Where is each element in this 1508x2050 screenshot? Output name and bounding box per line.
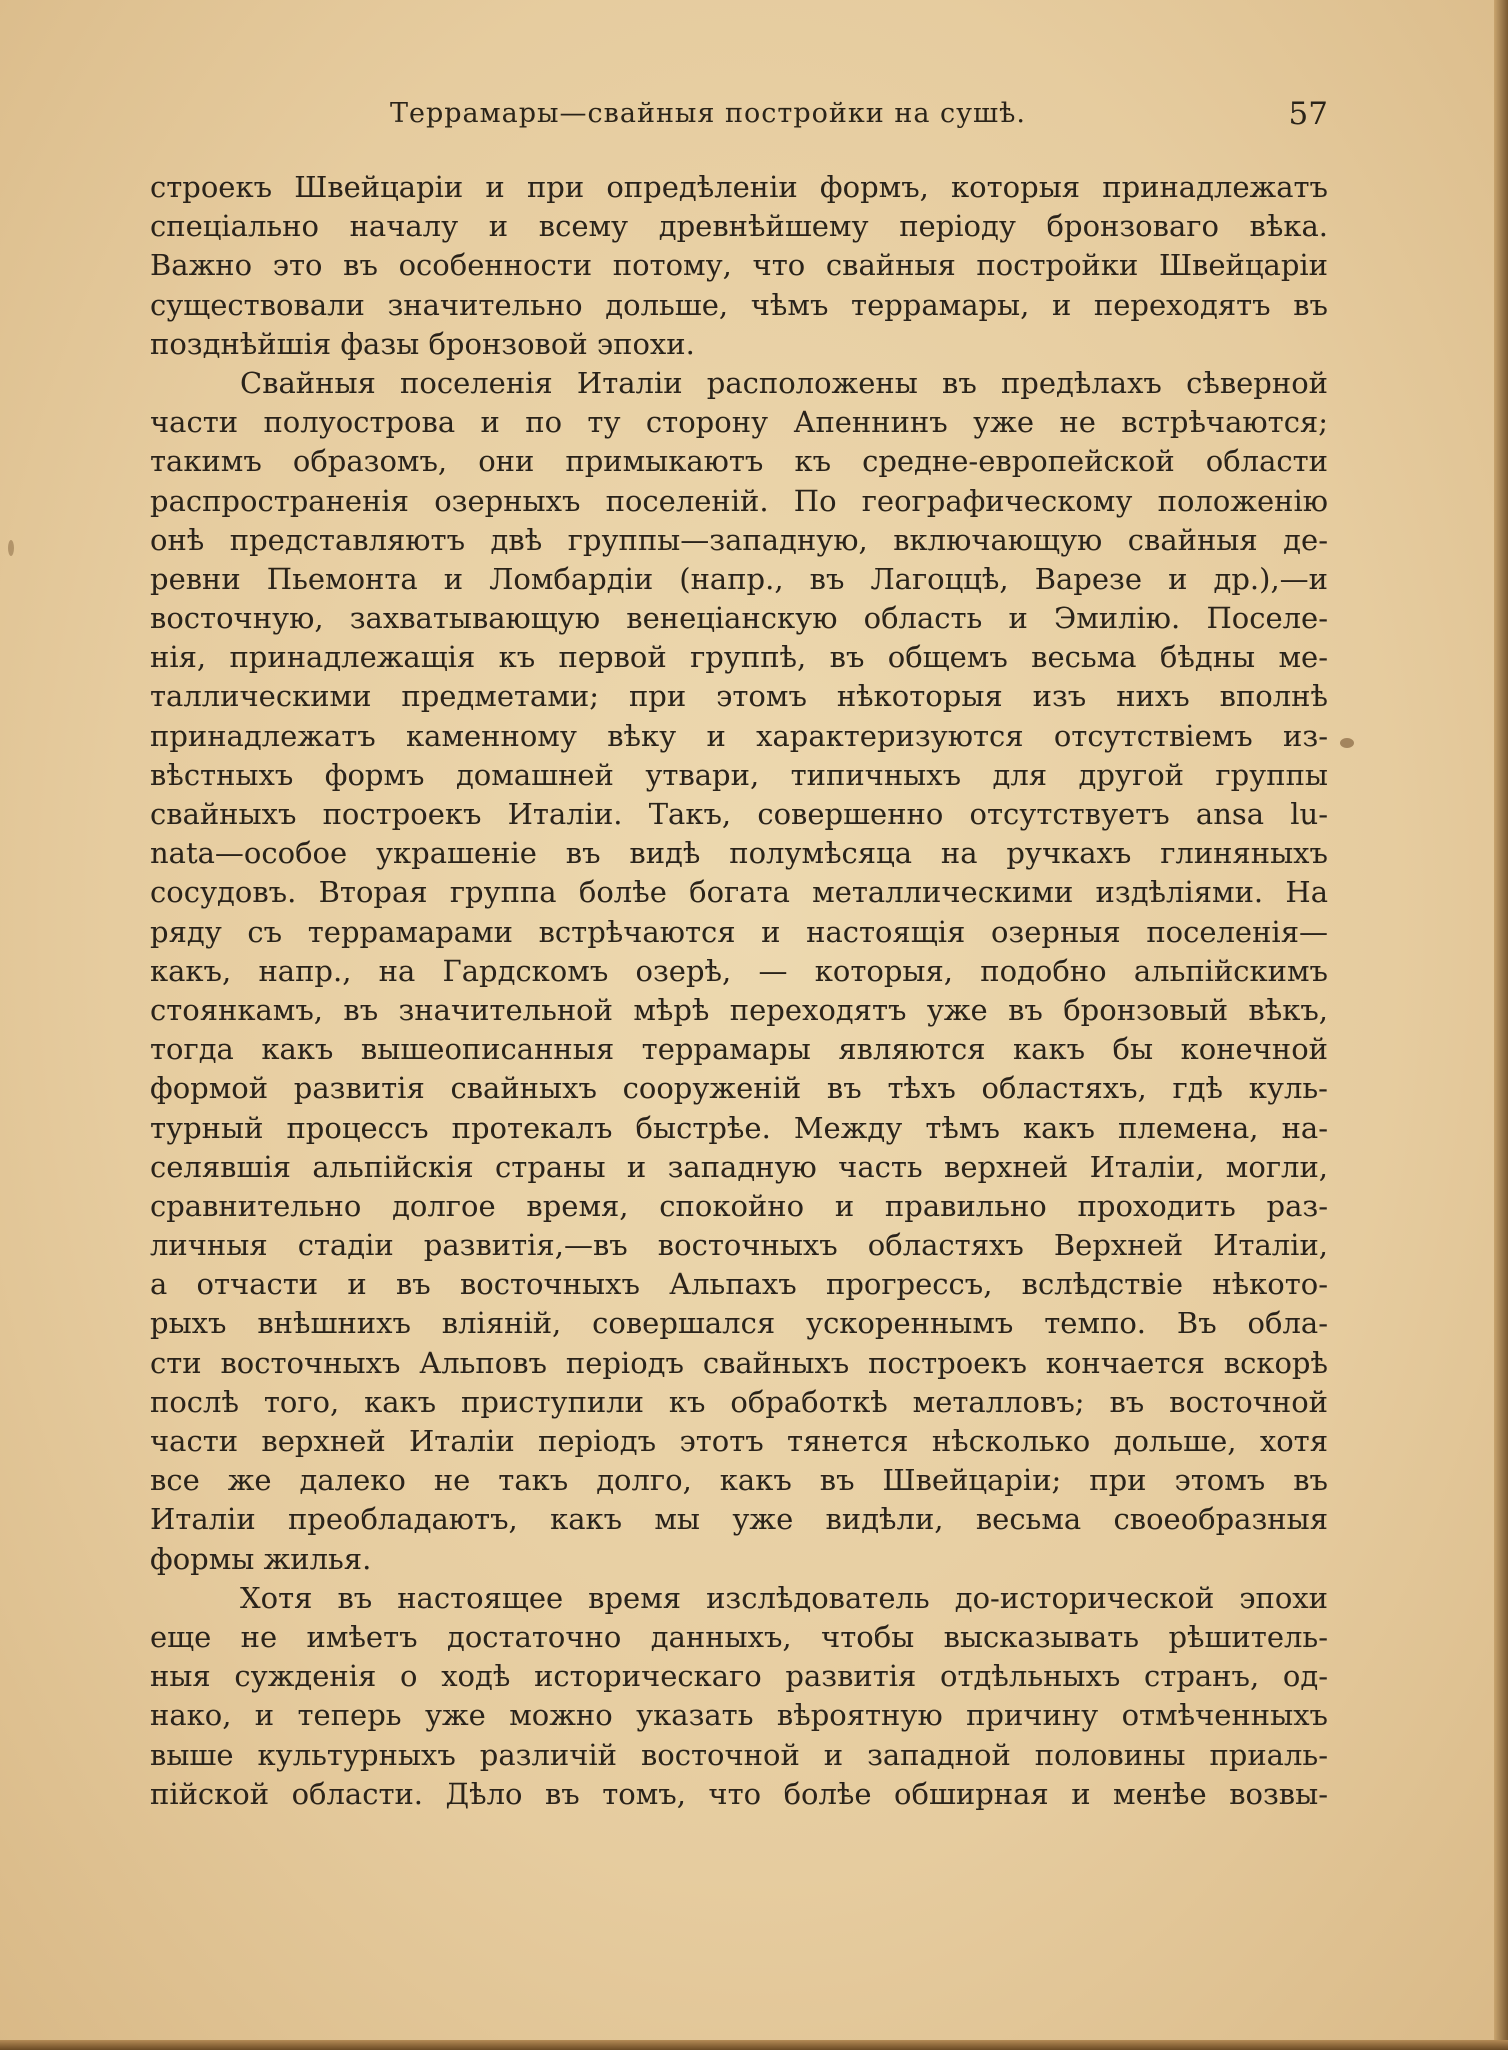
ink-spot xyxy=(1340,738,1354,748)
text-line: строекъ Швейцаріи и при опредѣленіи формъ, которыя принадлежатъ xyxy=(150,170,1328,204)
body-text xyxy=(150,168,1328,1814)
text-line: спеціально началу и всему древнѣйшему періоду бронзоваго вѣка. xyxy=(150,209,1328,244)
text-line: свайныхъ построекъ Италіи. Такъ, совершенно отсутствуетъ ansa lu- xyxy=(150,797,1328,831)
margin-mark xyxy=(8,540,14,556)
text-line: нія, принадлежащія къ первой группѣ, въ общемъ весьма бѣдны ме- xyxy=(150,640,1328,675)
text-line: существовали значительно дольше, чѣмъ террамары, и переходятъ въ xyxy=(150,287,1328,322)
text-line: сти восточныхъ Альповъ періодъ свайныхъ построекъ кончается вскорѣ xyxy=(150,1345,1328,1380)
text-line: формой развитія свайныхъ сооруженій въ тѣхъ областяхъ, гдѣ куль- xyxy=(150,1071,1328,1106)
text-line: все же далеко не такъ долго, какъ въ Швейцаріи; при этомъ въ xyxy=(150,1463,1328,1498)
text-line: nata—особое украшеніе въ видѣ полумѣсяца на ручкахъ глиняныхъ xyxy=(150,836,1328,871)
text-line: еще не имѣетъ достаточно данныхъ, чтобы высказывать рѣшитель- xyxy=(150,1619,1328,1654)
text-line: распространенія озерныхъ поселеній. По географическому положенію xyxy=(150,483,1328,518)
text-line: Хотя въ настоящее время изслѣдователь до-исторической эпохи xyxy=(240,1580,1328,1615)
text-line: сосудовъ. Вторая группа болѣе богата металлическими издѣліями. На xyxy=(150,875,1328,910)
text-line: стоянкамъ, въ значительной мѣрѣ переходятъ уже въ бронзовый вѣкъ, xyxy=(150,992,1328,1027)
text-line: пійской области. Дѣло въ томъ, что болѣе обширная и менѣе возвы- xyxy=(150,1776,1328,1811)
text-line: Важно это въ особенности потому, что свайныя постройки Швейцаріи xyxy=(150,248,1328,283)
text-line: тогда какъ вышеописанныя террамары являются какъ бы конечной xyxy=(150,1032,1328,1067)
text-line: онѣ представляютъ двѣ группы—западную, включающую свайныя де- xyxy=(150,522,1328,557)
page-number: 57 xyxy=(1288,96,1328,132)
text-line: позднѣйшія фазы бронзовой эпохи. xyxy=(150,326,695,361)
text-line: принадлежатъ каменному вѣку и характеризуются отсутствіемъ из- xyxy=(150,718,1328,753)
running-title: Террамары—свайныя постройки на сушѣ. xyxy=(390,98,1026,129)
text-line: нако, и теперь уже можно указать вѣроятную причину отмѣченныхъ xyxy=(150,1698,1328,1733)
text-line: части полуострова и по ту сторону Апеннинъ уже не встрѣчаются; xyxy=(150,405,1328,440)
text-line: ревни Пьемонта и Ломбардіи (напр., въ Лагоццѣ, Варезе и др.),—и xyxy=(150,561,1328,596)
text-line: какъ, напр., на Гардскомъ озерѣ, — которыя, подобно альпійскимъ xyxy=(150,953,1328,988)
text-line: сравнительно долгое время, спокойно и правильно проходить раз- xyxy=(150,1188,1328,1223)
text-line: такимъ образомъ, они примыкаютъ къ средне-европейской области xyxy=(150,444,1328,479)
text-line: части верхней Италіи періодъ этотъ тянется нѣсколько дольше, хотя xyxy=(150,1424,1328,1458)
text-line: личныя стадіи развитія,—въ восточныхъ областяхъ Верхней Италіи, xyxy=(150,1228,1328,1263)
text-line: Свайныя поселенія Италіи расположены въ предѣлахъ сѣверной xyxy=(240,365,1328,400)
page-header xyxy=(150,98,1328,142)
text-line: Италіи преобладаютъ, какъ мы уже видѣли, весьма своеобразныя xyxy=(150,1502,1328,1537)
page-bottom-edge xyxy=(0,2040,1508,2050)
text-line: вѣстныхъ формъ домашней утвари, типичныхъ для другой группы xyxy=(150,757,1328,792)
text-line: селявшія альпійскія страны и западную часть верхней Италіи, могли, xyxy=(150,1149,1328,1184)
text-line: послѣ того, какъ приступили къ обработкѣ металловъ; въ восточной xyxy=(150,1384,1328,1419)
text-line: восточную, захватывающую венеціанскую область и Эмилію. Поселе- xyxy=(150,601,1328,636)
text-line: а отчасти и въ восточныхъ Альпахъ прогрессъ, вслѣдствіе нѣкото- xyxy=(150,1267,1328,1302)
text-line: выше культурныхъ различій восточной и западной половины приаль- xyxy=(150,1737,1328,1772)
text-line: ныя сужденія о ходѣ историческаго развитія отдѣльныхъ странъ, од- xyxy=(150,1659,1328,1694)
page-edge-shadow xyxy=(1494,0,1508,2050)
text-line: турный процессъ протекалъ быстрѣе. Между тѣмъ какъ племена, на- xyxy=(150,1110,1328,1145)
text-line: таллическими предметами; при этомъ нѣкоторыя изъ нихъ вполнѣ xyxy=(150,679,1328,714)
text-line: ряду съ террамарами встрѣчаются и настоящія озерныя поселенія— xyxy=(150,914,1328,949)
text-line: формы жилья. xyxy=(150,1541,372,1576)
text-line: рыхъ внѣшнихъ вліяній, совершался ускореннымъ темпо. Въ обла- xyxy=(150,1306,1328,1341)
